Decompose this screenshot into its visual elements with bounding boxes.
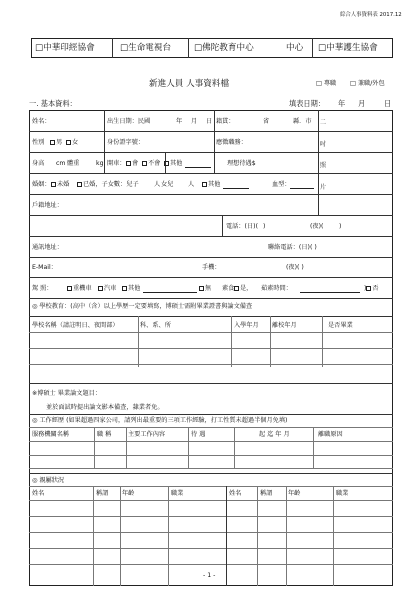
license-other-option[interactable]: 其他: [122, 285, 140, 293]
marital-other-underline: [223, 188, 249, 189]
son-count-unit: 人: [154, 181, 161, 188]
fill-day-label: 日: [384, 99, 392, 108]
height-label: 身高: [32, 160, 45, 167]
vegetarian-label: 素食: [222, 285, 235, 292]
col-line: [313, 427, 314, 468]
work-col-duties: 主要工作內容: [128, 431, 166, 438]
education-section-title: ◎ 學校教育：(高中（含）以上學歷一定要填寫，博碩士需附畢業證書與論文備查: [32, 303, 253, 310]
mailing-address-label: 通訊地址：: [32, 244, 63, 251]
gender-label: 性別: [32, 139, 45, 146]
org-option-life-tv[interactable]: □生命電視台: [120, 43, 172, 53]
org-option-printing-assoc[interactable]: □中華印經協會: [35, 43, 95, 53]
row-line: [29, 257, 393, 258]
row-line: [29, 152, 393, 153]
phone-night-label: (夜)(: [310, 223, 324, 230]
checkbox-icon: [66, 140, 71, 145]
license-moto-option[interactable]: 重機車: [67, 285, 92, 293]
row-line: [29, 427, 393, 428]
checkbox-icon: [50, 140, 55, 145]
row-line: [29, 455, 393, 456]
row-line: [29, 516, 393, 517]
form-code: 綜合人事資料表 2017.12: [340, 12, 402, 18]
thesis-title-label: ※博碩士 畢業論文題目：: [32, 390, 102, 397]
org-option-center: 中心: [286, 43, 304, 53]
gender-male-option[interactable]: 男: [50, 139, 62, 147]
phone-night-close: ): [339, 223, 342, 230]
checkbox-icon: [51, 182, 56, 187]
col-line: [286, 486, 287, 586]
checkbox-icon: [142, 161, 147, 166]
row-line: [29, 486, 393, 487]
license-other-underline: [143, 292, 197, 293]
fill-month-label: 月: [358, 99, 366, 108]
col-line: [188, 427, 189, 468]
col-line: [104, 110, 105, 173]
kg-unit: kg: [96, 160, 104, 167]
section-basic-title: 一. 基本資料：: [29, 99, 77, 108]
col-line: [333, 486, 334, 586]
birth-day-label: 日: [206, 118, 213, 125]
photo-char: 片: [319, 184, 326, 191]
mobile-label: 手機：: [202, 264, 221, 271]
row-line: [29, 131, 393, 132]
fill-date-label: 填表日期：: [289, 99, 325, 108]
col-line: [93, 486, 94, 586]
col-line: [94, 427, 95, 468]
col-line: [214, 110, 215, 173]
birth-year-label: 年: [176, 118, 183, 125]
work-col-reason: 離職原因: [318, 431, 343, 438]
household-address-label: 戶籍地址：: [32, 202, 63, 209]
row-line: [29, 500, 393, 501]
work-col-title: 職 稱: [97, 431, 112, 438]
vegetarian-no-option[interactable]: ) 否: [364, 285, 379, 292]
col-line: [257, 486, 258, 586]
row-line: [29, 316, 393, 317]
checkbox-icon: [98, 286, 103, 291]
checkbox-icon: [199, 286, 204, 291]
blood-type-label: 血型：: [272, 181, 291, 188]
checkbox-icon: [77, 182, 82, 187]
marital-single-option[interactable]: 未婚: [51, 181, 69, 189]
edu-col-graduated: 是否畢業: [328, 322, 353, 329]
thesis-note: 並於面試時提出論文影本備查，隸業者免。: [46, 404, 164, 411]
edu-col-leave: 離校年月: [272, 322, 297, 329]
col-line: [168, 486, 169, 586]
mobile-night-label: (夜)( ): [286, 264, 304, 271]
driving-can-option[interactable]: 會: [126, 160, 138, 168]
marital-married-option[interactable]: 已婚，子女數：兒子: [77, 181, 139, 189]
col-line: [234, 427, 235, 468]
checkbox-icon: [126, 161, 131, 166]
fam-col-job-2: 職業: [336, 490, 349, 497]
edu-col-school: 學校名稱（請註明日、夜間部）: [32, 322, 119, 329]
driving-other-underline: [185, 167, 211, 168]
contact-phone-label: 聯絡電話：(日)( ): [268, 244, 317, 251]
org-option-animal-protect[interactable]: □中華護生協會: [318, 43, 378, 53]
driving-other-option[interactable]: 其他: [164, 160, 182, 168]
salary-label: 理想待遇$: [227, 160, 256, 167]
driving-label: 開車：: [107, 160, 126, 167]
birth-month-label: 月: [191, 118, 198, 125]
county-label: 縣．市: [293, 118, 312, 125]
row-line: [29, 215, 393, 216]
org-divider: [188, 38, 189, 58]
edu-col-major: 科、系、所: [140, 322, 171, 329]
phone-day-label: 電話：(日)(: [226, 223, 258, 230]
checkbox-icon: [164, 161, 169, 166]
photo-char: 吋: [319, 141, 326, 148]
row-line: [29, 348, 393, 349]
fam-col-relation: 稱謂: [96, 490, 109, 497]
checkbox-icon: [234, 286, 239, 291]
id-number-label: 身份證字號：: [107, 139, 145, 146]
work-col-org: 服務機關名稱: [32, 431, 70, 438]
col-line: [126, 427, 127, 468]
position-label: 應徵職務：: [216, 139, 247, 146]
row-line: [29, 383, 393, 384]
nativity-label: 籍貫：: [216, 118, 235, 125]
birth-label: 出生日期：民國: [107, 118, 151, 125]
col-line: [120, 486, 121, 586]
phone-day-close: ): [263, 223, 266, 230]
license-none-option[interactable]: 無: [199, 285, 211, 293]
row-line: [29, 564, 393, 565]
work-section-title: ◎ 工作經歷 (如果超過四家公司，請列出最重要的三項工作經驗，打工性質未超過半個月免填): [32, 417, 288, 424]
row-line: [29, 468, 393, 469]
photo-char: 照: [319, 162, 326, 169]
gender-female-option[interactable]: 女: [66, 139, 78, 147]
row-line: [29, 194, 393, 195]
col-line: [270, 316, 271, 367]
row-line: [29, 441, 393, 442]
fam-col-name: 姓名: [32, 490, 45, 497]
row-line: [29, 473, 393, 474]
row-line: [29, 548, 393, 549]
col-line: [322, 316, 323, 367]
fam-col-age: 年齡: [122, 490, 135, 497]
fill-year-label: 年: [338, 99, 346, 108]
checkbox-icon: [202, 182, 207, 187]
blood-type-underline: [290, 188, 314, 189]
daughter-count-unit: 人: [188, 181, 195, 188]
parttime-option[interactable]: □ 兼職/外包: [350, 80, 385, 87]
checkbox-icon: [366, 286, 371, 291]
row-line: [29, 173, 393, 174]
org-divider: [112, 38, 113, 58]
row-line: [29, 298, 393, 299]
photo-char: 二: [319, 119, 326, 126]
row-line: [29, 236, 393, 237]
page-number: - 1 -: [203, 572, 216, 579]
org-option-buddha-edu[interactable]: □佛陀教育中心: [194, 43, 254, 53]
fam-col-job: 職業: [171, 490, 184, 497]
col-line: [222, 215, 223, 236]
work-col-salary: 待 遇: [191, 431, 206, 438]
email-label: E-Mail：: [32, 264, 57, 271]
checkbox-icon: [67, 286, 72, 291]
form-title: 新進人員 人事資料檔: [149, 79, 230, 89]
vegetarian-since-label: 茹素時間：: [261, 285, 292, 292]
fam-col-age-2: 年齡: [288, 490, 301, 497]
row-line: [29, 532, 393, 533]
vegetarian-since-underline: [300, 292, 360, 293]
driving-cannot-option[interactable]: 不會: [142, 160, 160, 168]
col-line: [231, 316, 232, 367]
row-line: [29, 332, 393, 333]
marital-other-option[interactable]: 其他: [202, 181, 220, 189]
col-line: [138, 316, 139, 367]
name-label: 姓名：: [32, 118, 51, 125]
fam-col-name-2: 姓名: [229, 490, 242, 497]
fulltime-option[interactable]: □ 專職: [316, 80, 337, 87]
weight-label: 體重: [67, 160, 80, 167]
edu-col-enroll: 入學年月: [234, 322, 259, 329]
row-line: [29, 364, 393, 365]
marital-label: 婚姻：: [32, 181, 51, 188]
fam-col-relation-2: 稱謂: [260, 490, 273, 497]
vegetarian-yes-option[interactable]: 是，: [234, 285, 252, 293]
checkbox-icon: [122, 286, 127, 291]
daughter-label: 女兒: [161, 181, 174, 188]
row-line: [29, 414, 393, 415]
province-label: 省: [263, 118, 270, 125]
cm-unit: cm: [56, 160, 66, 167]
col-line: [226, 486, 227, 586]
org-divider: [312, 38, 313, 58]
row-line: [29, 277, 393, 278]
family-section-title: ◎ 親屬狀況: [32, 477, 65, 484]
license-car-option[interactable]: 汽車: [98, 285, 116, 293]
work-col-period: 起 迄 年 月: [259, 431, 290, 438]
license-label: 駕 照：: [32, 285, 53, 292]
